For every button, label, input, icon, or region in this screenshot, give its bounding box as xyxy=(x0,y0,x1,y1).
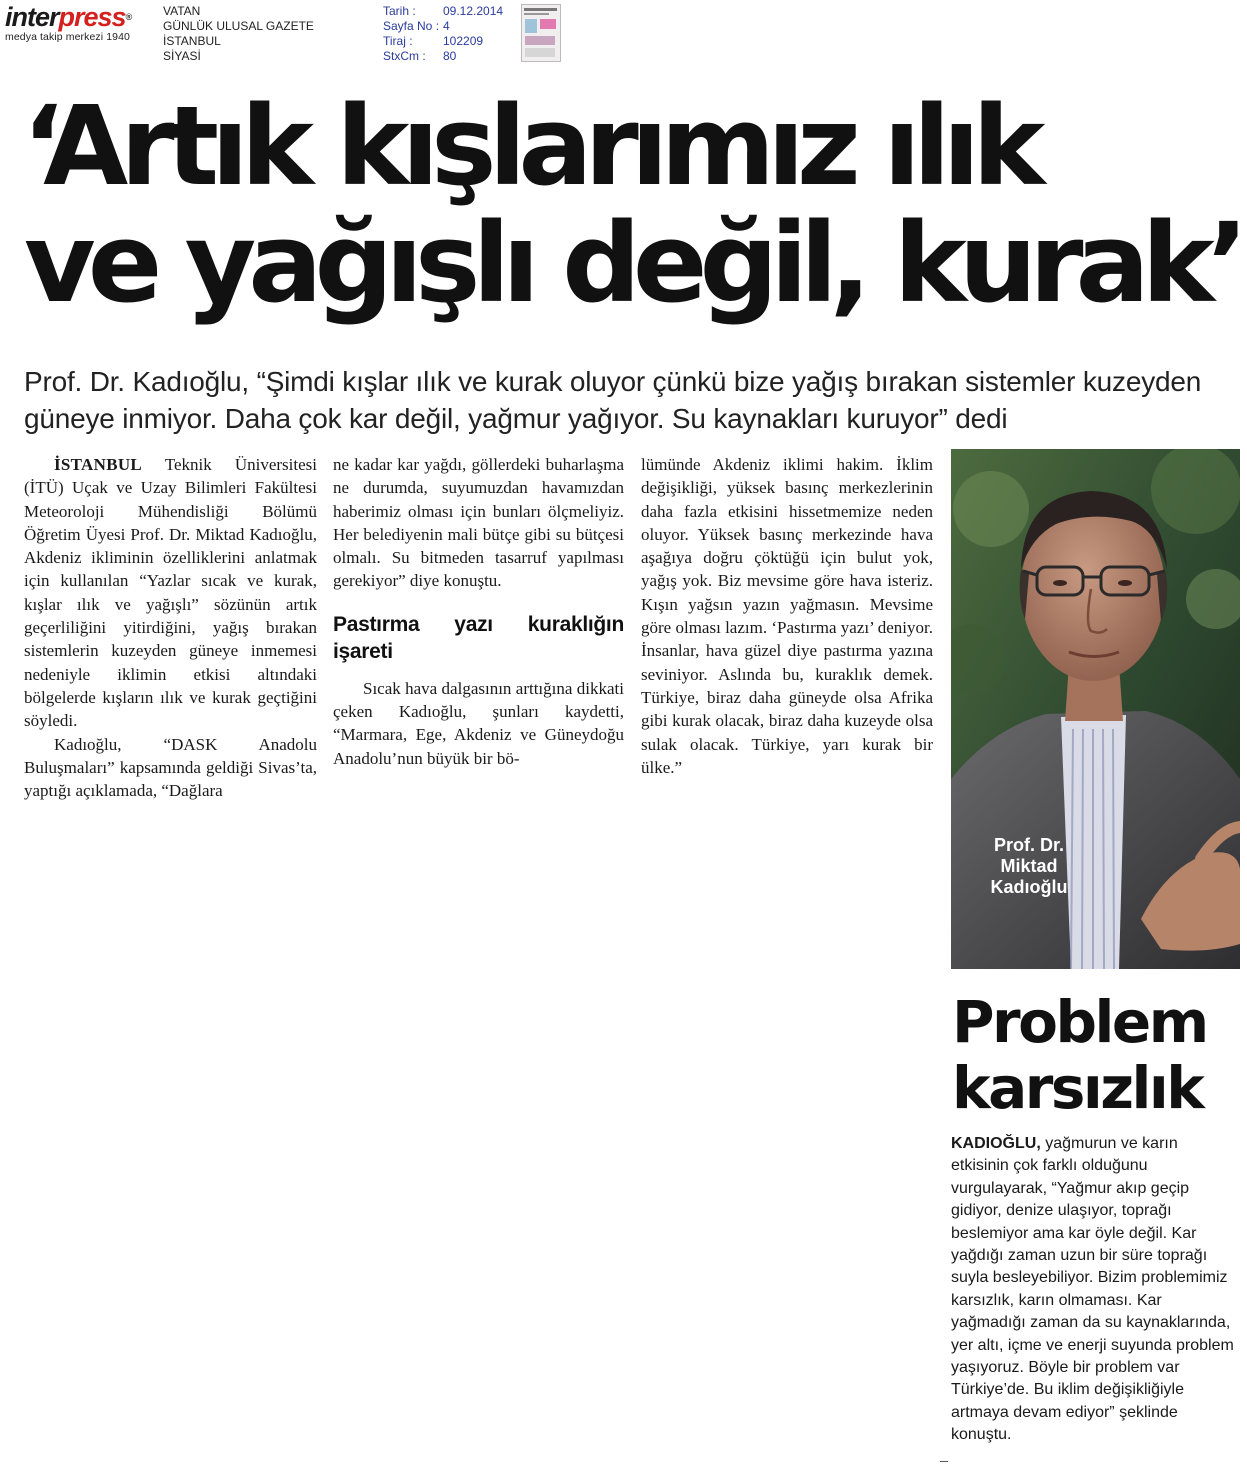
interpress-logo xyxy=(5,4,155,50)
article-deck: Prof. Dr. Kadıoğlu, “Şimdi kışlar ılık ve kurak oluyor çünkü bize yağış bırakan sistemler kuzeyden güneye inmiyor. Daha çok kar değil, yağmur yağıyor. Su kaynakları kuruyor” dedi xyxy=(24,366,1202,434)
headline xyxy=(22,82,1241,327)
paragraph: ne kadar kar yağdı, göllerdeki buharlaşma ne durumda, suyumuzdan havamızdan haberimiz olması için bunları ölçmeliyiz. Her belediyenin mali bütçe gibi su bütçesi olmalı. Su bitmeden tasarruf yapılması gerekiyor” diye konuştu. xyxy=(333,455,624,591)
paragraph: Sıcak hava dalgasının arttığına dikkati çeken Kadıoğlu, şunları kaydetti, “Marmara, Ege, Akdeniz ve Güneydoğu Anadolu’nun büyük bir bö- xyxy=(333,678,624,768)
logo-part1: inter xyxy=(5,2,59,32)
caption-line: Kadıoğlu xyxy=(990,877,1068,897)
meta-label: Tiraj : xyxy=(383,34,413,48)
meta-value: 102209 xyxy=(443,34,484,48)
meta-row-circulation xyxy=(383,34,503,49)
page-thumbnail xyxy=(521,4,561,62)
dateline: İSTANBUL xyxy=(54,455,143,474)
publication-name: VATAN xyxy=(163,4,201,18)
publication-type: GÜNLÜK ULUSAL GAZETE xyxy=(163,19,314,33)
meta-label: Sayfa No : xyxy=(383,19,440,33)
paragraph: Kadıoğlu, “DASK Anadolu Buluşmaları” kapsamında geldiği Sivas’ta, yaptığı açıklamada, “Dağlara xyxy=(24,734,317,801)
meta-label: StxCm : xyxy=(383,49,426,63)
paragraph xyxy=(24,453,317,733)
meta-value: 4 xyxy=(443,19,450,33)
clipping-meta xyxy=(383,4,503,64)
sidebar-title-line-2: karsızlık xyxy=(952,1054,1203,1122)
end-mark xyxy=(940,1461,948,1462)
photo-caption xyxy=(951,835,1107,898)
paragraph: lümünde Akdeniz iklimi hakim. İklim değişikliği, yüksek basınç merkezlerinin daha fazla etkisini hissetmemize neden oluyor. Yüksek basınç merkezinde hava aşağıya doğru çöktüğü için bulut yok, yağış yok. Biz mevsime göre hava isteriz. Kışın yağsın yazın yağmasın. Mevsime göre olması lazım. ‘Pastırma yazı’ deniyor. İnsanlar, hava güzel diye pastırma yazına seviniyor. Aslında bu, kuraklık demek. Türkiye, biraz daha güneyde olsa Afrika gibi kurak olacak, biraz daha kuzeyde olsa sulak olacak. Türkiye, yarı kurak bir ülke.” xyxy=(641,455,933,777)
caption-line: Miktad xyxy=(1000,856,1058,876)
meta-value: 80 xyxy=(443,49,457,63)
meta-label: Tarih : xyxy=(383,4,416,18)
subheading: Pastırma yazı kuraklığın işareti xyxy=(333,612,624,663)
logo-wordmark xyxy=(5,4,155,30)
sidebar-title xyxy=(952,989,1242,1121)
meta-row-date xyxy=(383,4,503,19)
logo-part2: press xyxy=(58,2,126,32)
meta-value: 09.12.2014 xyxy=(443,4,504,18)
sidebar-lead: KADIOĞLU, xyxy=(951,1135,1041,1152)
publication-city: İSTANBUL xyxy=(163,34,221,48)
publication-section: SİYASİ xyxy=(163,49,201,63)
article-column-1 xyxy=(24,453,317,802)
headline-line-2: ve yağışlı değil, kurak’ xyxy=(24,199,1241,327)
sidebar-text: yağmurun ve karın etkisinin çok farklı olduğunu vurgulayarak, “Yağmur akıp geçip gidiyor, denize ulaşıyor, toprağı beslemiyor ama kar öyle değil. Kar yağdığı zaman uzun bir süre toprağı suyla besleyebiliyor. Bizim problemimiz karsızlık, karın olmaması. Kar yağmadığı zaman da su kaynaklarında, yer altı, içme ve enerji suyunda problem yaşıyoruz. Böyle bir problem var Türkiye’de. Bu iklim değişikliğiyle artmaya devam ediyor” şeklinde konuştu. xyxy=(951,1135,1234,1444)
sidebar-body xyxy=(951,1133,1238,1447)
meta-row-stxcm xyxy=(383,49,503,64)
caption-line: Prof. Dr. xyxy=(993,835,1064,855)
headline-line-1: ‘Artık kışlarımız ılık xyxy=(22,82,1038,210)
publication-info xyxy=(163,4,314,64)
paragraph-text: Teknik Üniversitesi (İTÜ) Uçak ve Uzay Bilimleri Fakültesi Meteoroloji Mühendisliği Bölümü Öğretim Üyesi Prof. Dr. Miktad Kadıoğlu, Akdeniz ikliminin özelliklerini anlatmak için kullanılan “Yazlar sıcak ve kurak, kışlar ılık ve yağışlı” sözünün artık geçerliliğini yitirdiğini, yağış bırakan sistemlerin kuzeyden güneye inmemesi nedeniyle iklimin etkisi altındaki bölgelerde kışların ılık ve kurak geçtiğini söyledi. xyxy=(24,455,317,731)
article-column-3 xyxy=(641,453,933,779)
logo-registered-mark: ® xyxy=(125,12,132,22)
sidebar-title-line-1: Problem xyxy=(952,988,1207,1056)
article-column-2 xyxy=(333,453,624,770)
logo-tagline: medya takip merkezi 1940 xyxy=(5,31,130,43)
meta-row-page xyxy=(383,19,503,34)
